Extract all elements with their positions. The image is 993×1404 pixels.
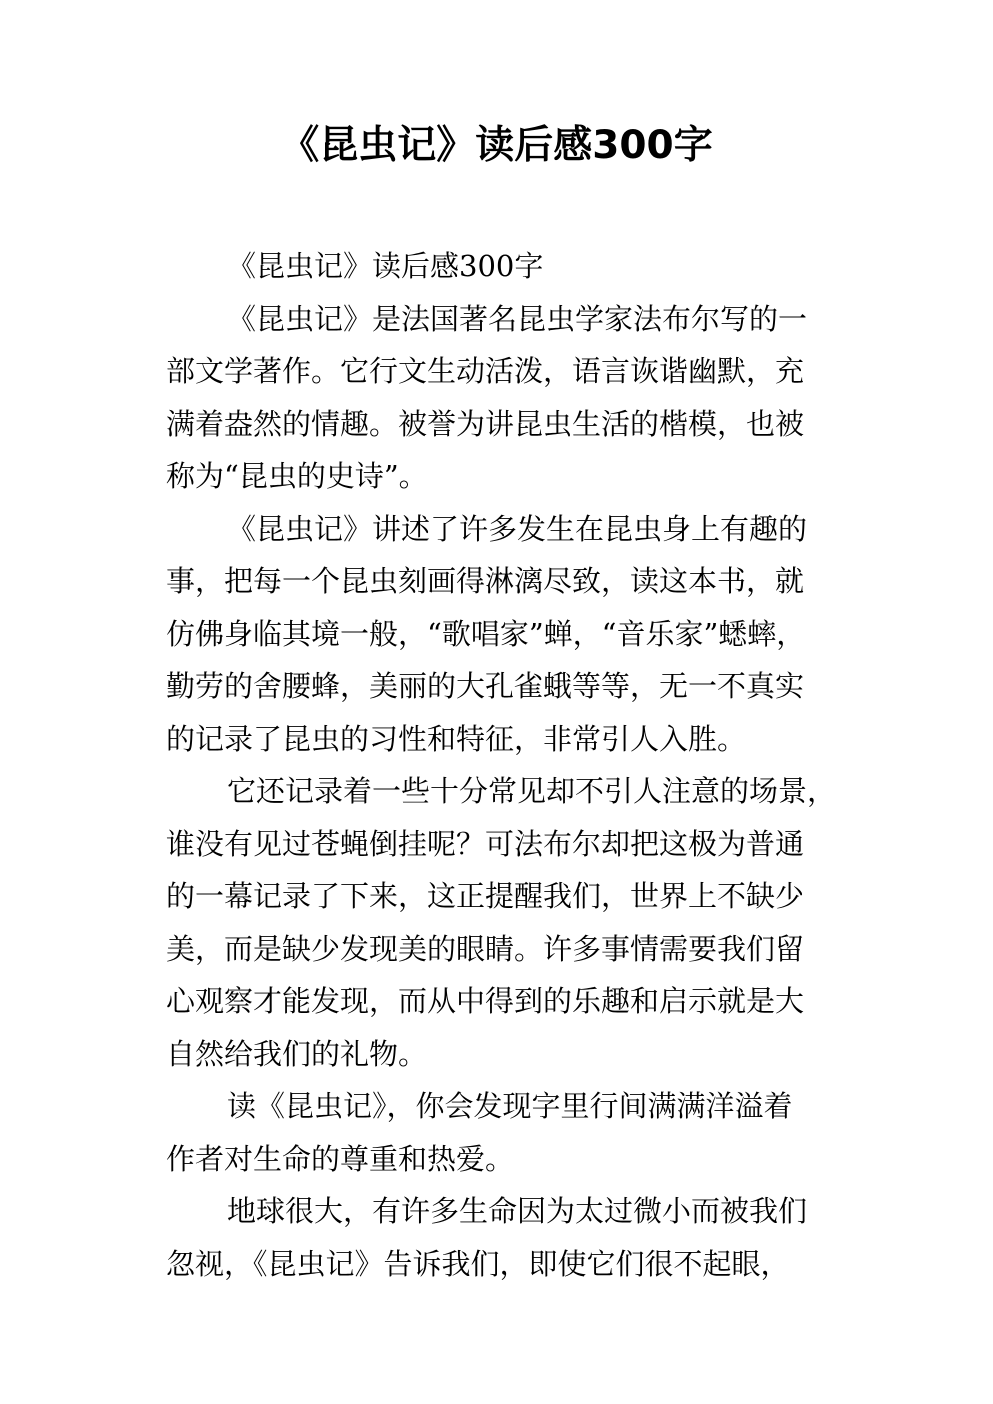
text-line: 《昆虫记》是法国著名昆虫学家法布尔写的一: [227, 301, 808, 336]
text-line: 忽视，《昆虫记》告诉我们，即使它们很不起眼，: [166, 1246, 790, 1281]
document-title: 《昆虫记》读后感300字: [280, 123, 713, 168]
text-line: 地球很大，有许多生命因为太过微小而被我们: [227, 1194, 808, 1228]
text-line: 部文学著作。它行文生动活泼，语言诙谐幽默，充: [166, 354, 805, 388]
document-body: [166, 240, 836, 1290]
text-line: 仿佛身临其境一般，“歌唱家”蝉，“音乐家”蟋蟀，: [166, 616, 806, 651]
text-line: 称为“昆虫的史诗”。: [166, 459, 428, 493]
text-line: 它还记录着一些十分常见却不引人注意的场景，: [227, 774, 837, 808]
paragraph: [166, 1080, 836, 1185]
paragraph: [166, 503, 836, 766]
paragraph: [166, 293, 836, 503]
text-line: 满着盎然的情趣。被誉为讲昆虫生活的楷模，也被: [166, 406, 805, 441]
text-line: 谁没有见过苍蝇倒挂呢？可法布尔却把这极为普通: [166, 826, 805, 861]
text-line: 的一幕记录了下来，这正提醒我们，世界上不缺少: [166, 879, 805, 913]
text-line: 事，把每一个昆虫刻画得淋漓尽致，读这本书，就: [166, 564, 805, 598]
text-line: 勤劳的舍腰蜂，美丽的大孔雀蛾等等，无一不真实: [166, 669, 805, 703]
text-line: 读《昆虫记》，你会发现字里行间满满洋溢着: [227, 1089, 793, 1123]
text-line: 《昆虫记》讲述了许多发生在昆虫身上有趣的: [227, 511, 808, 546]
text-line: 心观察才能发现，而从中得到的乐趣和启示就是大: [166, 984, 805, 1018]
paragraph: [166, 765, 836, 1080]
paragraph: [166, 1185, 836, 1290]
text-line: 作者对生命的尊重和热爱。: [166, 1141, 515, 1176]
text-line: 《昆虫记》读后感300字: [227, 249, 544, 283]
text-line: 自然给我们的礼物。: [166, 1036, 428, 1071]
paragraph-subtitle: [166, 240, 836, 293]
text-line: 的记录了昆虫的习性和特征，非常引人入胜。: [166, 721, 747, 756]
text-line: 美，而是缺少发现美的眼睛。许多事情需要我们留: [166, 931, 805, 966]
